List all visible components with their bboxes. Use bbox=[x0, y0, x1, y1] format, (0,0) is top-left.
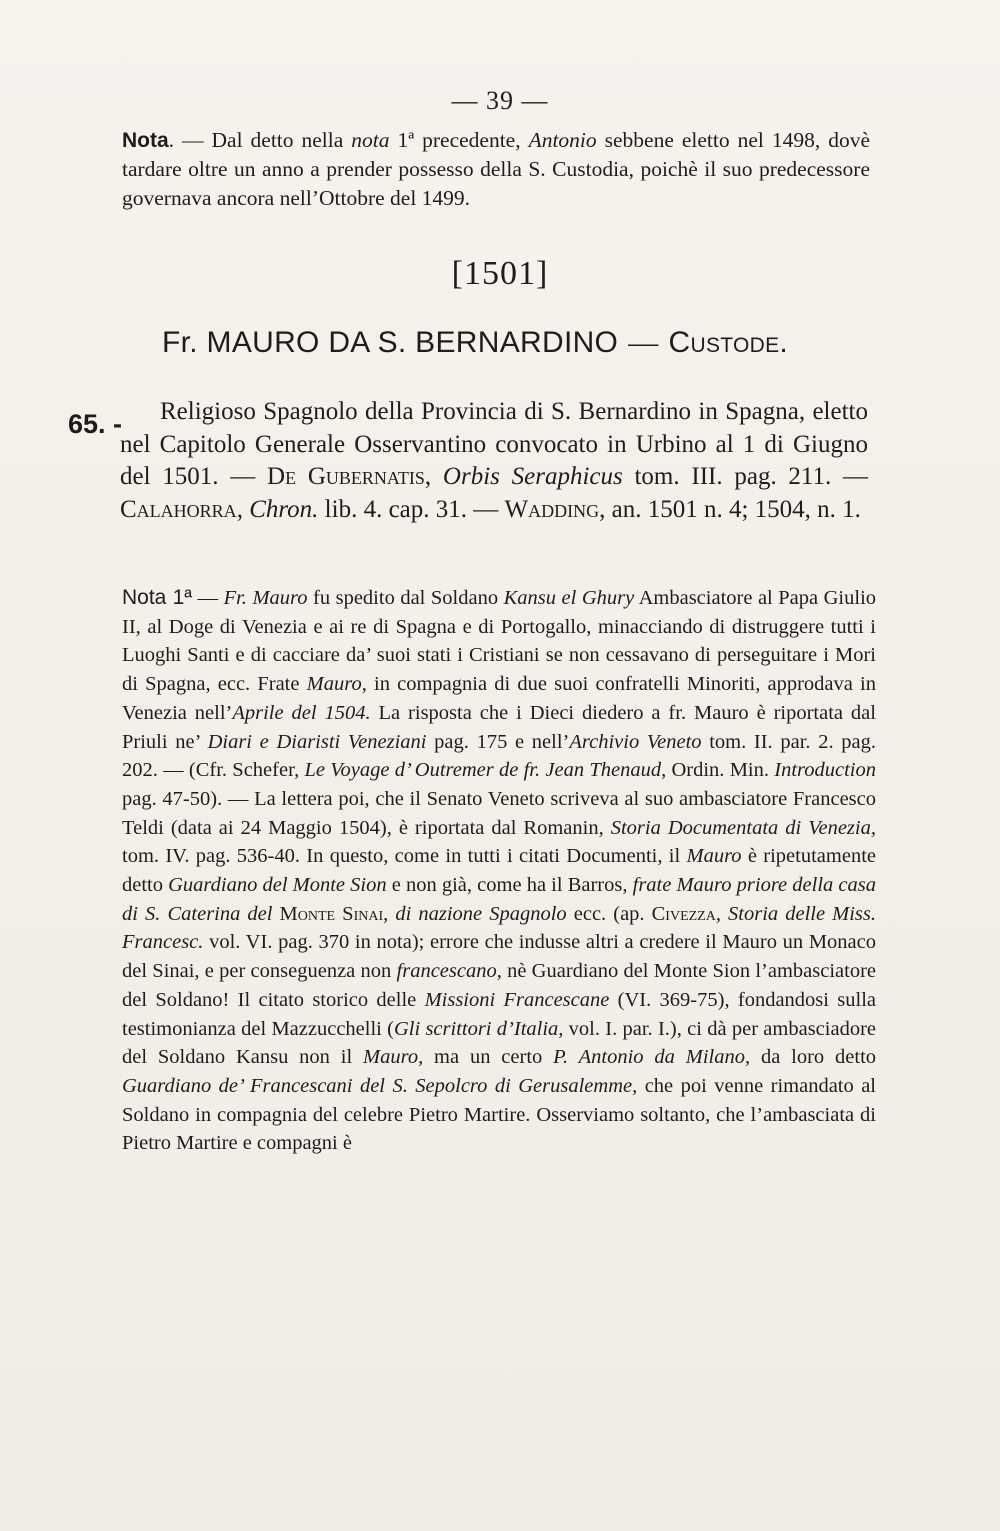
note-text: pag. 175 e nell’ bbox=[426, 730, 570, 753]
page-number: — 39 — bbox=[451, 86, 549, 115]
note-smallcaps: Civezza bbox=[651, 902, 716, 925]
note-text: fu spedito dal Soldano bbox=[307, 587, 504, 609]
note-text: La risposta che i Dieci diedero a fr. Mauro è riportata dal Priuli ne’ bbox=[122, 701, 876, 753]
entry-text-part: , bbox=[236, 495, 250, 523]
entry-text-part: , bbox=[424, 463, 443, 490]
entry-author: Wadding bbox=[504, 495, 600, 523]
note-italic: frate Mauro priore della casa di S. Caterina del bbox=[122, 874, 876, 925]
note-text: vol. I. par. I.), ci dà per ambasciadore del Soldano Kansu non il bbox=[122, 1017, 876, 1069]
note-text: tom. II. par. 2. pag. 202. — (Cfr. Schefer, bbox=[122, 730, 876, 782]
entry-text-part: lib. 4. cap. 31. — bbox=[318, 495, 505, 523]
note-italic: Storia delle Miss. Francesc. bbox=[122, 902, 877, 954]
heading-role: Custode. bbox=[668, 326, 789, 359]
note-text: in compagnia di due suoi confratelli Minoriti, approdava in Venezia nell’ bbox=[122, 673, 876, 724]
entry-text-part: tom. III. pag. 211. — bbox=[622, 463, 869, 490]
note-italic: Introduction bbox=[774, 759, 876, 782]
note-text: (VI. 369-75), fondandosi sulla testimonianza del Mazzucchelli ( bbox=[122, 988, 876, 1040]
note-italic: francescano, bbox=[396, 960, 502, 983]
heading-separator: — bbox=[628, 326, 659, 359]
note-italic: Guardiano de’ Francescani del S. Sepolcro di Gerusalemme, bbox=[122, 1074, 638, 1097]
entry-author: De Gubernatis bbox=[267, 463, 425, 490]
note-text: ma un certo bbox=[423, 1046, 554, 1069]
note-text: Ordin. Min. bbox=[666, 759, 775, 782]
year-heading: [1501] bbox=[451, 255, 549, 292]
note-italic: Gli scrittori d’Italia, bbox=[393, 1017, 564, 1040]
note-text: . — Dal detto nella bbox=[168, 128, 352, 152]
note-italic: Fr. Mauro bbox=[223, 587, 308, 609]
note-italic: Mauro bbox=[686, 845, 742, 868]
note-text: da loro detto bbox=[750, 1046, 877, 1069]
note-label: Nota bbox=[122, 129, 169, 152]
note-text: , bbox=[383, 902, 396, 925]
note-text: , bbox=[715, 902, 729, 925]
note-text: sebbene eletto nel 1498, dovè tardare oltre un anno a prender possesso della S. Custodia, poichè il suo predecessore governava ancora nell’Ottobre del 1499. bbox=[122, 128, 870, 210]
note-paragraph-2 bbox=[122, 584, 876, 1158]
note-italic: di nazione Spagnolo bbox=[395, 902, 567, 925]
note-text: vol. VI. pag. 370 in nota); errore che indusse altri a credere il Mauro un Monaco del Sinai, e per conseguenza non bbox=[122, 931, 876, 983]
note-text: 1ª precedente, bbox=[389, 128, 529, 152]
note-italic: Storia Documentata di Venezia, bbox=[610, 816, 876, 839]
note-italic: Archivio Veneto bbox=[569, 730, 702, 753]
note-italic: Missioni Francescane bbox=[424, 988, 610, 1011]
note-text: — bbox=[192, 587, 224, 609]
note-italic: Le Voyage d’ Outremer de fr. Jean Thenaud, bbox=[304, 759, 667, 782]
heading-name: Fr. MAURO DA S. BERNARDINO bbox=[162, 326, 619, 359]
entry-number: 65. - bbox=[68, 409, 123, 439]
note-text: e non già, come ha il Barros, bbox=[386, 874, 633, 897]
note-italic: Aprile del 1504. bbox=[232, 701, 371, 724]
entry-text-part: , an. 1501 n. 4; 1504, n. 1. bbox=[599, 495, 861, 523]
note-italic: Guardiano del Monte Sion bbox=[168, 874, 387, 897]
note-italic: Diari e Diaristi Veneziani bbox=[207, 730, 427, 753]
note-smallcaps: Monte Sinai bbox=[272, 902, 384, 925]
note-italic: nota bbox=[351, 128, 390, 152]
entry-author: Calahorra bbox=[120, 495, 237, 523]
note-italic: Antonio bbox=[528, 128, 597, 152]
note-italic: Mauro, bbox=[306, 673, 367, 696]
entry-work-title: Orbis Seraphicus bbox=[442, 463, 623, 490]
note-text: Ambasciatore al Papa Giulio II, al Doge di Venezia e ai re di Spagna e di Portogallo, minacciando di distruggere tutti i Luoghi Santi e di cacciare da’ suoi stati i Cristiani se non cessavano di perseguitare i Mori di Spagna, ecc. Frate bbox=[122, 587, 877, 696]
entry-text-part: Religioso Spagnolo della Provincia di S. Bernardino in Spagna, eletto nel Capitolo Generale Osservantino convocato in Urbino al 1 di Giugno del 1501. — bbox=[120, 398, 868, 490]
note-text: ecc. (ap. bbox=[566, 902, 652, 925]
note-text: pag. 47-50). — La lettera poi, che il Senato Veneto scriveva al suo ambasciatore Francesco Teldi (data ai 24 Maggio 1504), è riportata dal Romanin, bbox=[122, 787, 876, 839]
entry-text bbox=[120, 396, 868, 526]
note-italic: Mauro, bbox=[363, 1046, 424, 1069]
note-text: è ripetutamente detto bbox=[122, 845, 876, 897]
note-label: Nota 1ª bbox=[122, 586, 193, 609]
note-text: tom. IV. pag. 536-40. In questo, come in tutti i citati Documenti, il bbox=[122, 845, 687, 868]
section-heading bbox=[162, 326, 862, 360]
entry-work-title: Chron. bbox=[249, 495, 319, 523]
note-paragraph-1 bbox=[122, 126, 870, 213]
note-text: nè Guardiano del Monte Sion l’ambasciatore del Soldano! Il citato storico delle bbox=[122, 960, 876, 1011]
note-text: che poi venne rimandato al Soldano in compagnia del celebre Pietro Martire. Osserviamo soltanto, che l’ambasciata di Pietro Martire e compagni è bbox=[122, 1074, 876, 1155]
note-italic: Kansu el Ghury bbox=[503, 587, 635, 609]
note-italic: P. Antonio da Milano, bbox=[553, 1046, 751, 1069]
